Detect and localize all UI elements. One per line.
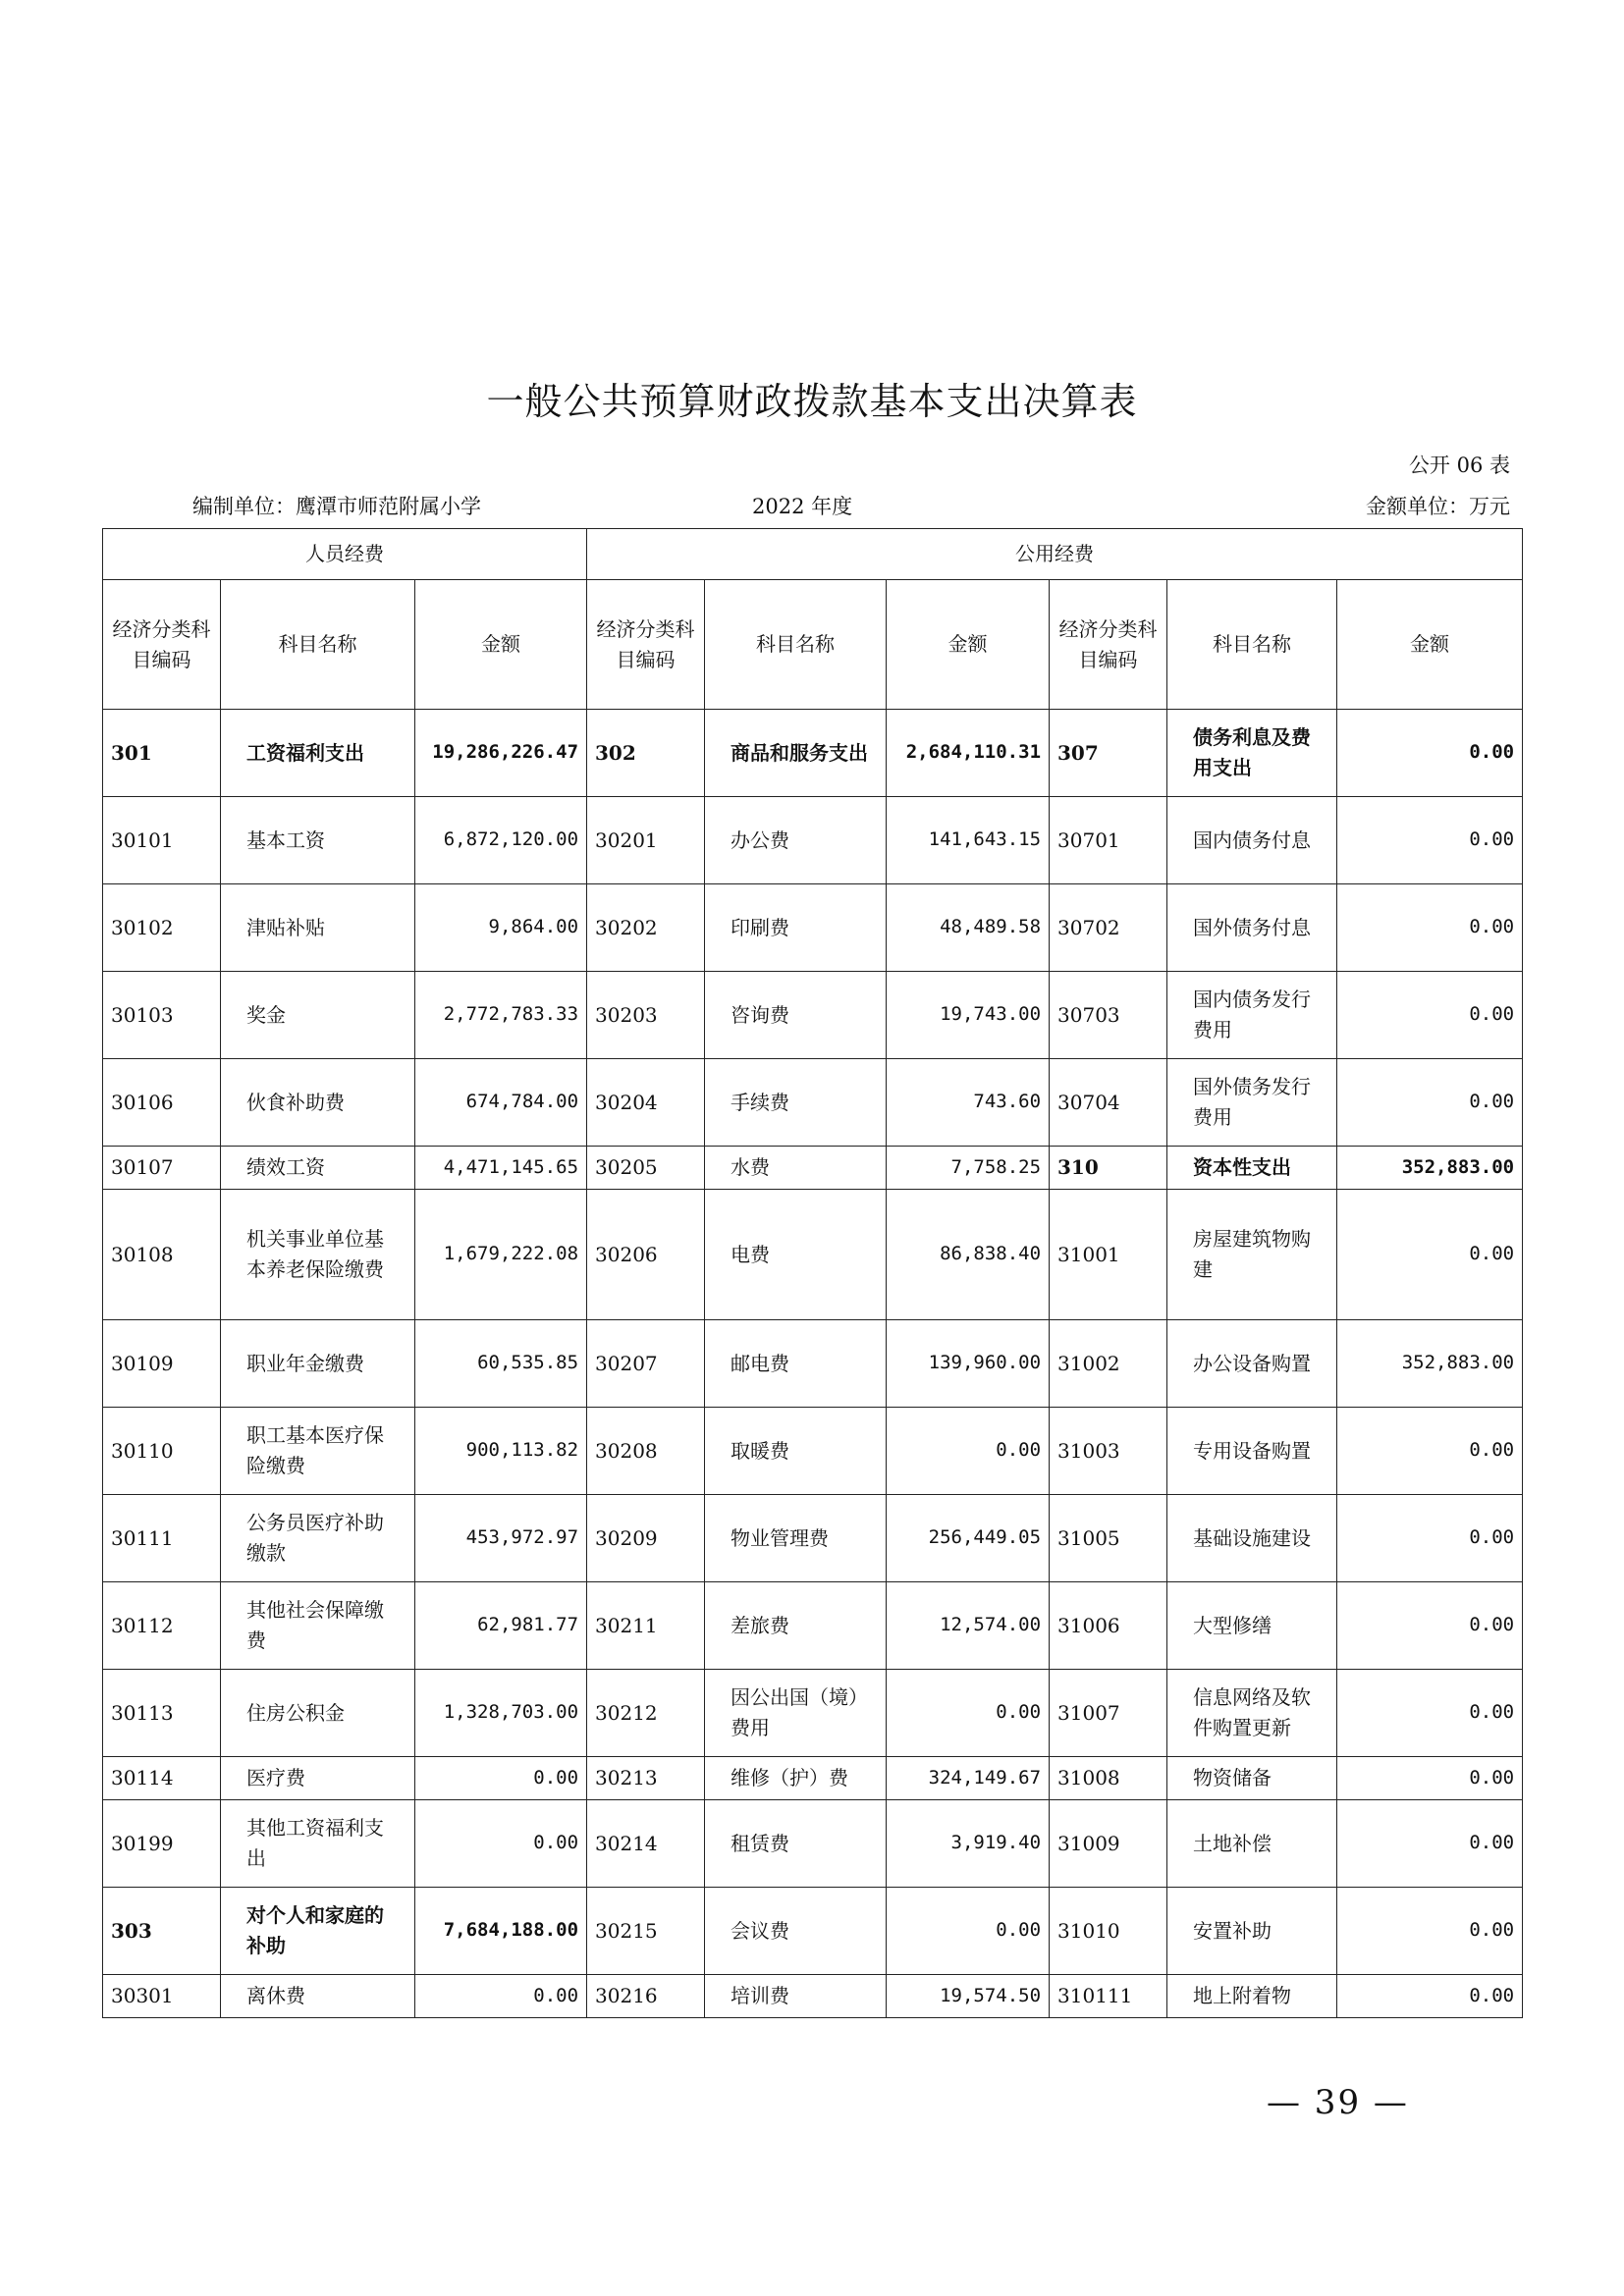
amount-unit: 金额单位：万元 (1366, 495, 1510, 518)
table-row (103, 884, 1523, 972)
personnel-amount-cell: 7,684,188.00 (415, 1888, 587, 1975)
capital-name-cell: 国内债务付息 (1167, 797, 1337, 884)
goods-code-cell: 30213 (587, 1757, 705, 1800)
personnel-code-cell: 30108 (103, 1190, 221, 1320)
goods-amount-cell: 256,449.05 (887, 1495, 1050, 1582)
page-title: 一般公共预算财政拨款基本支出决算表 (486, 380, 1138, 423)
goods-amount-cell: 19,574.50 (887, 1975, 1050, 2018)
header-name: 科目名称 (705, 580, 887, 710)
personnel-name-cell: 其他社会保障缴费 (221, 1582, 415, 1670)
personnel-name-cell: 津贴补贴 (221, 884, 415, 972)
goods-code-cell: 30204 (587, 1059, 705, 1147)
personnel-name-cell: 机关事业单位基本养老保险缴费 (221, 1190, 415, 1320)
personnel-amount-cell: 0.00 (415, 1975, 587, 2018)
goods-name-cell: 水费 (705, 1147, 887, 1190)
capital-amount-cell: 352,883.00 (1337, 1147, 1523, 1190)
personnel-amount-cell: 4,471,145.65 (415, 1147, 587, 1190)
personnel-amount-cell: 1,679,222.08 (415, 1190, 587, 1320)
capital-name-cell: 安置补助 (1167, 1888, 1337, 1975)
capital-code-cell: 31001 (1050, 1190, 1167, 1320)
goods-name-cell: 咨询费 (705, 972, 887, 1059)
goods-amount-cell: 3,919.40 (887, 1800, 1050, 1888)
capital-code-cell: 31008 (1050, 1757, 1167, 1800)
goods-name-cell: 电费 (705, 1190, 887, 1320)
personnel-name-cell: 基本工资 (221, 797, 415, 884)
goods-code-cell: 30201 (587, 797, 705, 884)
goods-code-cell: 302 (587, 710, 705, 797)
goods-amount-cell: 12,574.00 (887, 1582, 1050, 1670)
capital-name-cell: 基础设施建设 (1167, 1495, 1337, 1582)
capital-amount-cell: 352,883.00 (1337, 1320, 1523, 1408)
capital-amount-cell: 0.00 (1337, 1582, 1523, 1670)
capital-code-cell: 307 (1050, 710, 1167, 797)
capital-name-cell: 债务利息及费用支出 (1167, 710, 1337, 797)
capital-code-cell: 31005 (1050, 1495, 1167, 1582)
table-row (103, 1670, 1523, 1757)
goods-amount-cell: 48,489.58 (887, 884, 1050, 972)
header-name: 科目名称 (1167, 580, 1337, 710)
personnel-code-cell: 30113 (103, 1670, 221, 1757)
goods-name-cell: 取暖费 (705, 1408, 887, 1495)
header-amount: 金额 (887, 580, 1050, 710)
goods-name-cell: 培训费 (705, 1975, 887, 2018)
personnel-name-cell: 公务员医疗补助缴款 (221, 1495, 415, 1582)
goods-code-cell: 30209 (587, 1495, 705, 1582)
personnel-name-cell: 住房公积金 (221, 1670, 415, 1757)
goods-code-cell: 30211 (587, 1582, 705, 1670)
personnel-name-cell: 对个人和家庭的补助 (221, 1888, 415, 1975)
personnel-name-cell: 工资福利支出 (221, 710, 415, 797)
goods-amount-cell: 19,743.00 (887, 972, 1050, 1059)
personnel-amount-cell: 1,328,703.00 (415, 1670, 587, 1757)
personnel-name-cell: 绩效工资 (221, 1147, 415, 1190)
personnel-code-cell: 30102 (103, 884, 221, 972)
goods-amount-cell: 0.00 (887, 1888, 1050, 1975)
header-amount: 金额 (1337, 580, 1523, 710)
capital-code-cell: 30704 (1050, 1059, 1167, 1147)
goods-name-cell: 印刷费 (705, 884, 887, 972)
capital-amount-cell: 0.00 (1337, 1757, 1523, 1800)
table-row (103, 1320, 1523, 1408)
capital-name-cell: 国内债务发行费用 (1167, 972, 1337, 1059)
capital-name-cell: 房屋建筑物购建 (1167, 1190, 1337, 1320)
personnel-name-cell: 伙食补助费 (221, 1059, 415, 1147)
capital-code-cell: 310 (1050, 1147, 1167, 1190)
capital-name-cell: 办公设备购置 (1167, 1320, 1337, 1408)
personnel-amount-cell: 900,113.82 (415, 1408, 587, 1495)
header-code: 经济分类科目编码 (1050, 580, 1167, 710)
personnel-name-cell: 职工基本医疗保险缴费 (221, 1408, 415, 1495)
table-row (103, 1147, 1523, 1190)
expenditure-table (102, 528, 1523, 2018)
capital-name-cell: 地上附着物 (1167, 1975, 1337, 2018)
goods-amount-cell: 86,838.40 (887, 1190, 1050, 1320)
capital-code-cell: 31010 (1050, 1888, 1167, 1975)
personnel-code-cell: 30114 (103, 1757, 221, 1800)
goods-amount-cell: 0.00 (887, 1670, 1050, 1757)
personnel-amount-cell: 453,972.97 (415, 1495, 587, 1582)
personnel-amount-cell: 6,872,120.00 (415, 797, 587, 884)
capital-amount-cell: 0.00 (1337, 1190, 1523, 1320)
capital-code-cell: 31002 (1050, 1320, 1167, 1408)
personnel-name-cell: 奖金 (221, 972, 415, 1059)
page-number: — 39 — (1267, 2083, 1409, 2122)
capital-code-cell: 31009 (1050, 1800, 1167, 1888)
table-row (103, 1582, 1523, 1670)
personnel-amount-cell: 674,784.00 (415, 1059, 587, 1147)
goods-name-cell: 因公出国（境）费用 (705, 1670, 887, 1757)
capital-amount-cell: 0.00 (1337, 1059, 1523, 1147)
capital-amount-cell: 0.00 (1337, 1975, 1523, 2018)
capital-name-cell: 土地补偿 (1167, 1800, 1337, 1888)
goods-code-cell: 30215 (587, 1888, 705, 1975)
personnel-name-cell: 职业年金缴费 (221, 1320, 415, 1408)
personnel-code-cell: 303 (103, 1888, 221, 1975)
personnel-code-cell: 30103 (103, 972, 221, 1059)
goods-code-cell: 30216 (587, 1975, 705, 2018)
personnel-name-cell: 离休费 (221, 1975, 415, 2018)
capital-amount-cell: 0.00 (1337, 1888, 1523, 1975)
personnel-name-cell: 其他工资福利支出 (221, 1800, 415, 1888)
table-row (103, 1059, 1523, 1147)
table-row (103, 1190, 1523, 1320)
goods-name-cell: 维修（护）费 (705, 1757, 887, 1800)
capital-amount-cell: 0.00 (1337, 1495, 1523, 1582)
personnel-code-cell: 30301 (103, 1975, 221, 2018)
capital-code-cell: 31006 (1050, 1582, 1167, 1670)
goods-code-cell: 30205 (587, 1147, 705, 1190)
personnel-name-cell: 医疗费 (221, 1757, 415, 1800)
goods-code-cell: 30214 (587, 1800, 705, 1888)
table-id: 公开 06 表 (1408, 454, 1510, 477)
capital-code-cell: 310111 (1050, 1975, 1167, 2018)
goods-code-cell: 30207 (587, 1320, 705, 1408)
goods-amount-cell: 7,758.25 (887, 1147, 1050, 1190)
goods-name-cell: 邮电费 (705, 1320, 887, 1408)
personnel-amount-cell: 60,535.85 (415, 1320, 587, 1408)
personnel-code-cell: 30112 (103, 1582, 221, 1670)
table-row (103, 1757, 1523, 1800)
table-row (103, 1800, 1523, 1888)
goods-code-cell: 30206 (587, 1190, 705, 1320)
capital-amount-cell: 0.00 (1337, 797, 1523, 884)
capital-name-cell: 信息网络及软件购置更新 (1167, 1670, 1337, 1757)
capital-code-cell: 30701 (1050, 797, 1167, 884)
capital-code-cell: 31003 (1050, 1408, 1167, 1495)
header-name: 科目名称 (221, 580, 415, 710)
personnel-amount-cell: 0.00 (415, 1757, 587, 1800)
capital-name-cell: 专用设备购置 (1167, 1408, 1337, 1495)
personnel-code-cell: 30199 (103, 1800, 221, 1888)
personnel-amount-cell: 2,772,783.33 (415, 972, 587, 1059)
capital-code-cell: 31007 (1050, 1670, 1167, 1757)
capital-amount-cell: 0.00 (1337, 710, 1523, 797)
goods-code-cell: 30202 (587, 884, 705, 972)
header-code: 经济分类科目编码 (103, 580, 221, 710)
fiscal-year: 2022 年度 (752, 495, 853, 518)
capital-code-cell: 30703 (1050, 972, 1167, 1059)
table-row (103, 1888, 1523, 1975)
capital-amount-cell: 0.00 (1337, 1408, 1523, 1495)
goods-code-cell: 30203 (587, 972, 705, 1059)
capital-amount-cell: 0.00 (1337, 972, 1523, 1059)
goods-code-cell: 30212 (587, 1670, 705, 1757)
personnel-code-cell: 30109 (103, 1320, 221, 1408)
personnel-code-cell: 301 (103, 710, 221, 797)
capital-code-cell: 30702 (1050, 884, 1167, 972)
goods-name-cell: 租赁费 (705, 1800, 887, 1888)
goods-amount-cell: 2,684,110.31 (887, 710, 1050, 797)
personnel-code-cell: 30101 (103, 797, 221, 884)
personnel-code-cell: 30106 (103, 1059, 221, 1147)
goods-amount-cell: 0.00 (887, 1408, 1050, 1495)
public-group-header: 公用经费 (587, 529, 1523, 580)
capital-name-cell: 物资储备 (1167, 1757, 1337, 1800)
goods-name-cell: 商品和服务支出 (705, 710, 887, 797)
capital-amount-cell: 0.00 (1337, 1800, 1523, 1888)
goods-name-cell: 会议费 (705, 1888, 887, 1975)
personnel-group-header: 人员经费 (103, 529, 587, 580)
table-row (103, 1975, 1523, 2018)
personnel-code-cell: 30110 (103, 1408, 221, 1495)
header-amount: 金额 (415, 580, 587, 710)
goods-name-cell: 办公费 (705, 797, 887, 884)
table-row (103, 972, 1523, 1059)
goods-code-cell: 30208 (587, 1408, 705, 1495)
capital-amount-cell: 0.00 (1337, 1670, 1523, 1757)
personnel-amount-cell: 0.00 (415, 1800, 587, 1888)
table-row (103, 1408, 1523, 1495)
goods-amount-cell: 139,960.00 (887, 1320, 1050, 1408)
capital-name-cell: 资本性支出 (1167, 1147, 1337, 1190)
table-row (103, 1495, 1523, 1582)
capital-name-cell: 国外债务付息 (1167, 884, 1337, 972)
personnel-amount-cell: 62,981.77 (415, 1582, 587, 1670)
goods-amount-cell: 324,149.67 (887, 1757, 1050, 1800)
table-row (103, 797, 1523, 884)
capital-name-cell: 国外债务发行费用 (1167, 1059, 1337, 1147)
goods-name-cell: 差旅费 (705, 1582, 887, 1670)
capital-amount-cell: 0.00 (1337, 884, 1523, 972)
capital-name-cell: 大型修缮 (1167, 1582, 1337, 1670)
header-code: 经济分类科目编码 (587, 580, 705, 710)
personnel-code-cell: 30107 (103, 1147, 221, 1190)
goods-amount-cell: 743.60 (887, 1059, 1050, 1147)
goods-amount-cell: 141,643.15 (887, 797, 1050, 884)
compiling-unit: 编制单位：鹰潭市师范附属小学 (192, 495, 481, 518)
personnel-amount-cell: 9,864.00 (415, 884, 587, 972)
table-row (103, 710, 1523, 797)
personnel-amount-cell: 19,286,226.47 (415, 710, 587, 797)
goods-name-cell: 物业管理费 (705, 1495, 887, 1582)
personnel-code-cell: 30111 (103, 1495, 221, 1582)
goods-name-cell: 手续费 (705, 1059, 887, 1147)
